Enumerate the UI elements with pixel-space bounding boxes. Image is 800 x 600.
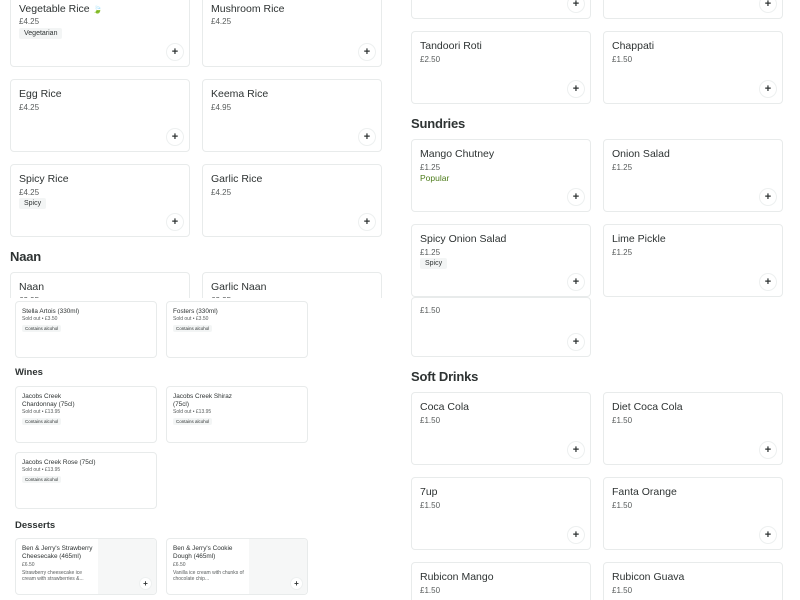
section-title-soft-drinks: Soft Drinks bbox=[411, 369, 479, 384]
item-status: Sold out • £13.95 bbox=[173, 409, 212, 415]
add-item-button[interactable]: + bbox=[167, 129, 183, 145]
menu-item-ben-jerrys-cookie-dough[interactable] bbox=[166, 538, 308, 595]
menu-item-mango-chutney[interactable] bbox=[411, 139, 591, 212]
item-name: Stella Artois (330ml) bbox=[22, 308, 80, 315]
menu-item-diet-coca-cola[interactable] bbox=[603, 392, 783, 465]
item-price: £1.25 bbox=[612, 248, 633, 257]
item-description: Strawberry cheesecake ice cream with strawberries &... bbox=[22, 569, 84, 583]
spicy-badge: Spicy bbox=[19, 198, 46, 209]
menu-item-spicy-onion-salad[interactable] bbox=[411, 224, 591, 297]
item-name: Jacobs Creek Chardonnay (75cl) bbox=[22, 393, 75, 408]
add-item-button[interactable]: + bbox=[167, 214, 183, 230]
item-price: £1.50 bbox=[612, 586, 633, 595]
menu-item-tandoori-roti[interactable] bbox=[411, 31, 591, 104]
item-name: Ben & Jerry's Cookie Dough (465ml) bbox=[173, 545, 233, 560]
add-item-button[interactable]: + bbox=[760, 442, 776, 458]
menu-item-fosters[interactable] bbox=[166, 301, 308, 358]
item-name: Mushroom Rice bbox=[211, 3, 285, 15]
item-status: Sold out • £3.50 bbox=[22, 316, 58, 322]
menu-item-lime-pickle[interactable] bbox=[603, 224, 783, 297]
section-title-desserts: Desserts bbox=[15, 520, 56, 531]
add-item-button[interactable]: + bbox=[359, 214, 375, 230]
item-name: Naan bbox=[19, 281, 45, 293]
item-name: Jacobs Creek Shiraz (75cl) bbox=[173, 393, 232, 408]
item-price: £1.25 bbox=[612, 163, 633, 172]
item-status: Sold out • £13.95 bbox=[22, 467, 61, 473]
item-price: £1.50 bbox=[612, 501, 633, 510]
leaf-icon: 🍃 bbox=[92, 5, 103, 14]
add-item-button[interactable]: + bbox=[760, 81, 776, 97]
alcohol-badge: Contains alcohol bbox=[22, 418, 61, 426]
item-name: Rubicon Guava bbox=[612, 571, 685, 583]
item-price: £2.50 bbox=[420, 55, 441, 64]
menu-item-onion-salad[interactable] bbox=[603, 139, 783, 212]
item-price: £1.25 bbox=[420, 248, 441, 257]
add-item-button[interactable]: + bbox=[167, 44, 183, 60]
menu-item-7up[interactable] bbox=[411, 477, 591, 550]
item-price: £4.95 bbox=[211, 103, 232, 112]
menu-item-spicy-rice[interactable] bbox=[10, 164, 190, 237]
add-item-button[interactable]: + bbox=[359, 129, 375, 145]
menu-item-chappati[interactable] bbox=[603, 31, 783, 104]
menu-item-egg-rice[interactable] bbox=[10, 79, 190, 152]
add-item-button[interactable]: + bbox=[359, 44, 375, 60]
item-price: £1.50 bbox=[420, 416, 441, 425]
item-name: Rubicon Mango bbox=[420, 571, 494, 583]
alcohol-badge: Contains alcohol bbox=[22, 325, 61, 333]
popular-badge: Popular bbox=[420, 173, 450, 183]
menu-item-stella-artois[interactable] bbox=[15, 301, 157, 358]
add-item-button[interactable]: + bbox=[760, 0, 776, 12]
menu-item-partial[interactable] bbox=[411, 297, 591, 357]
item-name: Spicy Rice bbox=[19, 173, 69, 185]
alcohol-badge: Contains alcohol bbox=[173, 325, 212, 333]
menu-item-vegetable-rice[interactable] bbox=[10, 0, 190, 67]
item-name: Diet Coca Cola bbox=[612, 401, 683, 413]
item-name: Egg Rice bbox=[19, 88, 62, 100]
section-title-sundries: Sundries bbox=[411, 116, 466, 131]
item-name: Chappati bbox=[612, 40, 655, 52]
item-name: Jacobs Creek Rose (75cl) bbox=[22, 459, 96, 466]
item-name: Garlic Rice bbox=[211, 173, 263, 185]
overlay-menu-panel bbox=[0, 298, 400, 600]
item-name: Onion Salad bbox=[612, 148, 670, 160]
item-name: Mango Chutney bbox=[420, 148, 495, 160]
item-name: Lime Pickle bbox=[612, 233, 666, 245]
item-name: Fosters (330ml) bbox=[173, 308, 218, 315]
item-price: £1.50 bbox=[420, 306, 441, 315]
add-item-button[interactable]: + bbox=[568, 0, 584, 12]
add-item-button[interactable]: + bbox=[568, 442, 584, 458]
item-name: Tandoori Roti bbox=[420, 40, 482, 52]
add-item-button[interactable]: + bbox=[760, 274, 776, 290]
add-item-button[interactable]: + bbox=[760, 189, 776, 205]
add-item-button[interactable]: + bbox=[568, 81, 584, 97]
item-price: £1.50 bbox=[420, 586, 441, 595]
spicy-badge: Spicy bbox=[420, 258, 447, 269]
menu-item-garlic-rice[interactable] bbox=[202, 164, 382, 237]
add-item-button[interactable]: + bbox=[568, 334, 584, 350]
item-name: Fanta Orange bbox=[612, 486, 677, 498]
item-status: Sold out • £13.95 bbox=[22, 409, 61, 415]
vegetarian-badge: Vegetarian bbox=[19, 28, 62, 39]
alcohol-badge: Contains alcohol bbox=[173, 418, 212, 426]
item-name: 7up bbox=[420, 486, 438, 498]
add-item-button[interactable]: + bbox=[140, 578, 151, 589]
menu-item-jacobs-creek-shiraz[interactable] bbox=[166, 386, 308, 443]
menu-item-partial-top-right[interactable] bbox=[603, 0, 783, 19]
item-status: Sold out • £3.50 bbox=[173, 316, 209, 322]
item-description: Vanilla ice cream with chunks of chocolate chip... bbox=[173, 569, 244, 583]
menu-item-partial-top-left[interactable] bbox=[411, 0, 591, 19]
menu-item-coca-cola[interactable] bbox=[411, 392, 591, 465]
item-name: Garlic Naan bbox=[211, 281, 267, 293]
item-price: £6.50 bbox=[22, 562, 35, 568]
menu-item-jacobs-creek-rose[interactable] bbox=[15, 452, 157, 509]
section-title-naan: Naan bbox=[10, 249, 41, 264]
item-name: Coca Cola bbox=[420, 401, 470, 413]
menu-item-mushroom-rice[interactable] bbox=[202, 0, 382, 67]
add-item-button[interactable]: + bbox=[568, 274, 584, 290]
alcohol-badge: Contains alcohol bbox=[22, 476, 61, 484]
menu-item-fanta-orange[interactable] bbox=[603, 477, 783, 550]
item-price: £1.50 bbox=[420, 501, 441, 510]
item-price: £4.25 bbox=[211, 188, 232, 197]
menu-item-keema-rice[interactable] bbox=[202, 79, 382, 152]
add-item-button[interactable]: + bbox=[760, 527, 776, 543]
item-price: £1.25 bbox=[420, 163, 441, 172]
item-price: £4.25 bbox=[19, 17, 40, 26]
item-price: £4.25 bbox=[211, 17, 232, 26]
menu-item-jacobs-creek-chardonnay[interactable] bbox=[15, 386, 157, 443]
section-title-wines: Wines bbox=[15, 367, 43, 378]
item-price: £1.50 bbox=[612, 416, 633, 425]
item-price: £1.50 bbox=[612, 55, 633, 64]
item-name: Ben & Jerry's Strawberry Cheesecake (465ml) bbox=[22, 545, 93, 560]
item-name: Spicy Onion Salad bbox=[420, 233, 507, 245]
menu-item-rubicon-guava[interactable] bbox=[603, 562, 783, 600]
item-price: £4.25 bbox=[19, 188, 40, 197]
item-price: £4.25 bbox=[19, 103, 40, 112]
add-item-button[interactable]: + bbox=[568, 527, 584, 543]
add-item-button[interactable]: + bbox=[291, 578, 302, 589]
menu-item-ben-jerrys-strawberry-cheesecake[interactable] bbox=[15, 538, 157, 595]
item-price: £6.50 bbox=[173, 562, 186, 568]
item-name: Keema Rice bbox=[211, 88, 269, 100]
add-item-button[interactable]: + bbox=[568, 189, 584, 205]
menu-item-rubicon-mango[interactable] bbox=[411, 562, 591, 600]
item-name: Vegetable Rice bbox=[19, 3, 90, 15]
